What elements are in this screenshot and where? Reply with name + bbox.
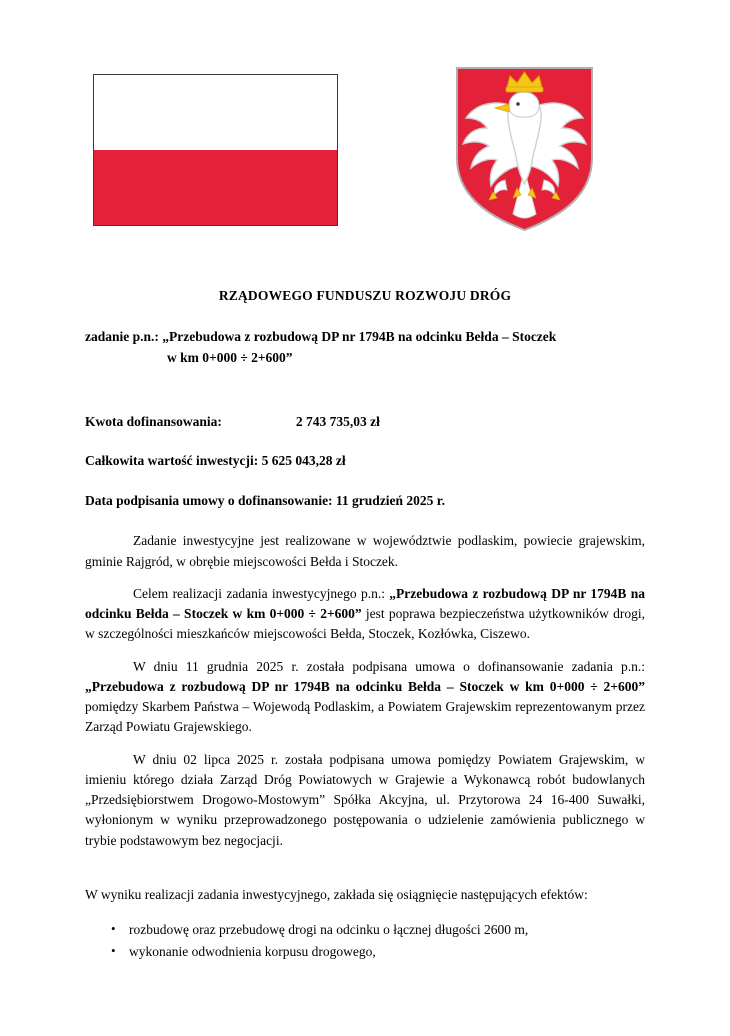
agreement-date-row: Data podpisania umowy o dofinansowanie: 11 grudzień 2025 r. (85, 492, 445, 508)
fund-title: RZĄDOWEGO FUNDUSZU ROZWOJU DRÓG (218, 288, 512, 303)
paragraph-location: Zadanie inwestycyjne jest realizowane w województwie podlaskim, powiecie grajewskim, gminie Rajgród, w obrębie miejscowości Bełda i Stoczek. (85, 533, 645, 569)
paragraph-purpose-post: jest poprawa bezpieczeństwa użytkowników drogi, w szczególności mieszkańców miejscowości Bełda, Stoczek, Kozłówka, Ciszewo. (85, 606, 645, 642)
paragraph-purpose-pre: Celem realizacji zadania inwestycyjnego p.n.: (133, 585, 390, 601)
paragraph-agreement-pre: W dniu 11 grudnia 2025 r. została podpisana umowa o dofinansowanie zadania p.n.: (133, 658, 645, 674)
task-title (85, 327, 645, 369)
funding-amount-row (85, 413, 645, 431)
document-body (85, 288, 645, 962)
effects-list (85, 919, 645, 962)
list-item: • wykonanie odwodnienia korpusu drogowego, (85, 941, 645, 963)
funding-amount-value: 2 743 735,03 zł (295, 413, 380, 429)
funding-amount-label: Kwota dofinansowania: (85, 413, 222, 429)
emblem-band (0, 0, 730, 250)
paragraph-purpose (85, 584, 645, 645)
paragraph-purpose-task-name: „Przebudowa z rozbudową DP nr 1794B na odcinku Bełda – Stoczek w km 0+000 ÷ 2+600” (85, 585, 645, 622)
total-investment-row: Całkowita wartość inwestycji: 5 625 043,28 zł (85, 453, 346, 469)
paragraph-agreement-task-name: „Przebudowa z rozbudową DP nr 1794B na odcinku Bełda – Stoczek w km 0+000 ÷ 2+600” (85, 678, 645, 694)
task-title-line1: zadanie p.n.: „Przebudowa z rozbudową DP nr 1794B na odcinku Bełda – Stoczek (85, 328, 557, 344)
effects-intro: W wyniku realizacji zadania inwestycyjnego, zakłada się osiągnięcie następujących efektów: (85, 886, 588, 902)
list-item: • rozbudowę oraz przebudowę drogi na odcinku o łącznej długości 2600 m, (85, 919, 645, 941)
paragraph-contractor: W dniu 02 lipca 2025 r. została podpisana umowa pomiędzy Powiatem Grajewskim, w imieniu którego działa Zarząd Dróg Powiatowych w Grajewie a Wykonawcą robót budowlanych „Przedsiębiorstwem Drogowo-Mostowym” Spółka Akcyjna, ul. Przytorowa 24 16-400 Suwałki, wyłonionym w wyniku przeprowadzonego postępowania o udzielenie zamówienia publicznego w trybie podstawowym bez negocjacji. (85, 751, 645, 848)
polish-flag (93, 74, 338, 226)
facts-block (85, 413, 645, 510)
polish-coat-of-arms (447, 62, 602, 234)
paragraph-agreement-post: pomiędzy Skarbem Państwa – Wojewodą Podlaskim, a Powiatem Grajewskim reprezentowanym przez Zarząd Powiatu Grajewskiego. (85, 699, 645, 735)
flag-white-stripe (94, 75, 337, 150)
flag-red-stripe (94, 150, 337, 225)
task-title-line2: w km 0+000 ÷ 2+600” (167, 349, 293, 365)
paragraph-agreement (85, 657, 645, 738)
